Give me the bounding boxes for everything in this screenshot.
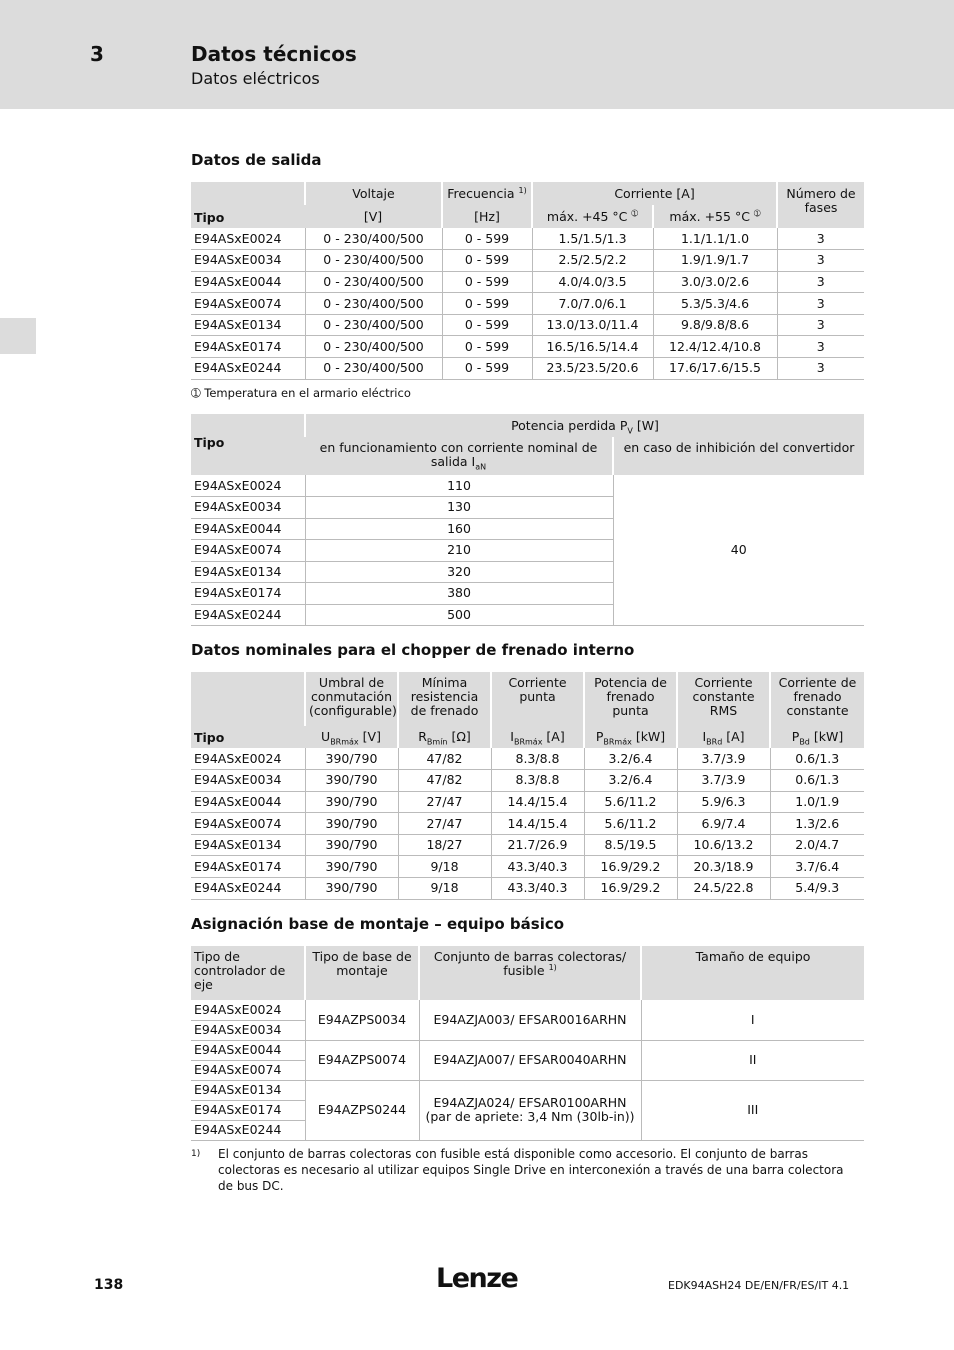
cell-potencia: 160 (305, 518, 613, 540)
cell-tipo: E94ASxE0034 (191, 497, 305, 519)
cell-umbral: 390/790 (305, 813, 398, 835)
base-type: E94AZPS0244 (305, 1080, 419, 1140)
cell-fases: 3 (777, 271, 864, 293)
power-loss-rows (191, 475, 864, 626)
chapter-number: 3 (90, 42, 104, 66)
cell-potencia-punta: 5.6/11.2 (584, 791, 677, 813)
col-barras: Conjunto de barras colectoras/ fusible $^{1)}$ (419, 946, 641, 1000)
table-row (191, 748, 864, 770)
cell-corriente-frenado: 1.3/2.6 (770, 813, 864, 835)
col-frecuencia-unit: [Hz] (442, 205, 532, 228)
device-size: I (641, 1000, 864, 1040)
cell-umbral: 390/790 (305, 834, 398, 856)
col-tipo: Tipo (191, 414, 305, 475)
table-row (191, 250, 864, 272)
axis-type: E94ASxE0034 (191, 1020, 305, 1040)
cell-resistencia: 9/18 (398, 878, 491, 900)
cell-corriente-frenado: 0.6/1.3 (770, 748, 864, 770)
table-row (191, 878, 864, 900)
cell-fases: 3 (777, 358, 864, 380)
cell-potencia-punta: 5.6/11.2 (584, 813, 677, 835)
cell-corriente-punta: 8.3/8.8 (491, 748, 584, 770)
unit-corriente-rms: $I_{BRd}$ [A] (677, 726, 770, 748)
chapter-title: Datos técnicos (191, 42, 357, 66)
cell-corriente-55: 12.4/12.4/10.8 (653, 336, 777, 358)
col-controlador: Tipo de controlador de eje (191, 946, 305, 1000)
output-data-rows (191, 228, 864, 379)
chapter-subtitle: Datos eléctricos (191, 69, 320, 88)
device-size: III (641, 1080, 864, 1140)
cell-voltaje: 0 - 230/400/500 (305, 228, 442, 250)
cell-tipo: E94ASxE0244 (191, 604, 305, 626)
cell-corriente-punta: 14.4/15.4 (491, 813, 584, 835)
cell-corriente-punta: 43.3/40.3 (491, 878, 584, 900)
cell-corriente-55: 1.9/1.9/1.7 (653, 250, 777, 272)
cell-fases: 3 (777, 336, 864, 358)
cell-voltaje: 0 - 230/400/500 (305, 336, 442, 358)
col-corriente: Corriente [A] (532, 182, 777, 205)
cell-umbral: 390/790 (305, 770, 398, 792)
cell-frecuencia: 0 - 599 (442, 250, 532, 272)
axis-type: E94ASxE0044 (191, 1040, 305, 1060)
cell-umbral: 390/790 (305, 856, 398, 878)
mounting-table (191, 946, 864, 1141)
section-title-output: Datos de salida (191, 151, 322, 169)
table-row (191, 314, 864, 336)
cell-corriente-rms: 3.7/3.9 (677, 770, 770, 792)
cell-potencia: 320 (305, 561, 613, 583)
busbar-set: E94AZJA003/ EFSAR0016ARHN (419, 1000, 641, 1040)
cell-frecuencia: 0 - 599 (442, 358, 532, 380)
col-tamano: Tamaño de equipo (641, 946, 864, 1000)
cell-umbral: 390/790 (305, 791, 398, 813)
cell-resistencia: 27/47 (398, 791, 491, 813)
cell-voltaje: 0 - 230/400/500 (305, 358, 442, 380)
table-row (191, 358, 864, 380)
cell-resistencia: 27/47 (398, 813, 491, 835)
cell-resistencia: 47/82 (398, 748, 491, 770)
cell-corriente-45: 23.5/23.5/20.6 (532, 358, 653, 380)
col-funcionamiento: en funcionamiento con corriente nominal de salida $I_{aN}$ (305, 437, 613, 475)
cell-umbral: 390/790 (305, 748, 398, 770)
cell-fases: 3 (777, 228, 864, 250)
cell-corriente-punta: 8.3/8.8 (491, 770, 584, 792)
cell-corriente-45: 7.0/7.0/6.1 (532, 293, 653, 315)
cell-voltaje: 0 - 230/400/500 (305, 271, 442, 293)
cell-potencia-punta: 3.2/6.4 (584, 770, 677, 792)
cell-corriente-punta: 43.3/40.3 (491, 856, 584, 878)
col-tipo: Tipo (191, 182, 305, 228)
col-voltaje-unit: [V] (305, 205, 442, 228)
col-corriente-punta: Corriente punta (491, 672, 584, 726)
table-row (191, 228, 864, 250)
cell-corriente-55: 1.1/1.1/1.0 (653, 228, 777, 250)
cell-tipo: E94ASxE0134 (191, 314, 305, 336)
cell-corriente-55: 17.6/17.6/15.5 (653, 358, 777, 380)
cell-tipo: E94ASxE0174 (191, 583, 305, 605)
cell-corriente-45: 13.0/13.0/11.4 (532, 314, 653, 336)
col-potencia-perdida: Potencia perdida $P_V$ [W] (305, 414, 864, 437)
col-tipo: Tipo (191, 672, 305, 748)
cell-corriente-45: 4.0/4.0/3.5 (532, 271, 653, 293)
cell-corriente-rms: 24.5/22.8 (677, 878, 770, 900)
cell-voltaje: 0 - 230/400/500 (305, 250, 442, 272)
cell-inhibicion: 40 (613, 475, 864, 626)
cell-tipo: E94ASxE0074 (191, 813, 305, 835)
cell-potencia: 500 (305, 604, 613, 626)
cell-tipo: E94ASxE0244 (191, 878, 305, 900)
axis-type: E94ASxE0024 (191, 1000, 305, 1020)
cell-frecuencia: 0 - 599 (442, 271, 532, 293)
cell-corriente-45: 1.5/1.5/1.3 (532, 228, 653, 250)
cell-corriente-frenado: 5.4/9.3 (770, 878, 864, 900)
busbar-set: E94AZJA007/ EFSAR0040ARHN (419, 1040, 641, 1080)
unit-corriente-punta: $I_{BRmáx}$ [A] (491, 726, 584, 748)
table-row (191, 271, 864, 293)
cell-frecuencia: 0 - 599 (442, 336, 532, 358)
cell-resistencia: 9/18 (398, 856, 491, 878)
busbar-set: E94AZJA024/ EFSAR0100ARHN (par de apriete: 3,4 Nm (30lb-in)) (419, 1080, 641, 1140)
col-base: Tipo de base de montaje (305, 946, 419, 1000)
col-potencia-punta: Potencia de frenado punta (584, 672, 677, 726)
cell-potencia: 110 (305, 475, 613, 497)
col-corriente-rms: Corriente constante RMS (677, 672, 770, 726)
cell-potencia: 210 (305, 540, 613, 562)
cell-corriente-55: 3.0/3.0/2.6 (653, 271, 777, 293)
table-row (191, 336, 864, 358)
brake-chopper-table (191, 672, 864, 900)
brake-chopper-rows (191, 748, 864, 899)
cell-corriente-rms: 20.3/18.9 (677, 856, 770, 878)
cell-frecuencia: 0 - 599 (442, 314, 532, 336)
cell-tipo: E94ASxE0034 (191, 250, 305, 272)
col-fases: Número de fases (777, 182, 864, 228)
device-size: II (641, 1040, 864, 1080)
page-header (0, 0, 954, 109)
lenze-logo: Lenze (436, 1263, 518, 1294)
cell-tipo: E94ASxE0044 (191, 791, 305, 813)
cell-potencia-punta: 8.5/19.5 (584, 834, 677, 856)
cell-corriente-frenado: 3.7/6.4 (770, 856, 864, 878)
cell-tipo: E94ASxE0174 (191, 856, 305, 878)
table-row (191, 856, 864, 878)
table-row (191, 791, 864, 813)
table-row (191, 813, 864, 835)
base-type: E94AZPS0034 (305, 1000, 419, 1040)
chapter-side-tab (0, 318, 36, 354)
cell-fases: 3 (777, 293, 864, 315)
cell-corriente-frenado: 2.0/4.7 (770, 834, 864, 856)
cell-tipo: E94ASxE0134 (191, 561, 305, 583)
col-inhibicion: en caso de inhibición del convertidor (613, 437, 864, 475)
cell-potencia: 130 (305, 497, 613, 519)
cell-potencia: 380 (305, 583, 613, 605)
col-corriente-frenado: Corriente de frenado constante (770, 672, 864, 726)
axis-type: E94ASxE0134 (191, 1080, 305, 1100)
cell-potencia-punta: 16.9/29.2 (584, 878, 677, 900)
cell-fases: 3 (777, 314, 864, 336)
unit-umbral: $U_{BRmáx}$ [V] (305, 726, 398, 748)
page-number: 138 (94, 1277, 124, 1293)
col-umbral: Umbral de conmutación (configurable) (305, 672, 398, 726)
cell-corriente-rms: 5.9/6.3 (677, 791, 770, 813)
cell-corriente-punta: 21.7/26.9 (491, 834, 584, 856)
cell-potencia-punta: 3.2/6.4 (584, 748, 677, 770)
cell-tipo: E94ASxE0024 (191, 748, 305, 770)
axis-type: E94ASxE0244 (191, 1120, 305, 1140)
cell-corriente-punta: 14.4/15.4 (491, 791, 584, 813)
col-frecuencia: Frecuencia $^{1)}$ (442, 182, 532, 205)
cell-tipo: E94ASxE0174 (191, 336, 305, 358)
axis-type: E94ASxE0174 (191, 1100, 305, 1120)
mounting-rows (191, 1000, 864, 1140)
unit-corriente-frenado: $P_{Bd}$ [kW] (770, 726, 864, 748)
cell-voltaje: 0 - 230/400/500 (305, 293, 442, 315)
table-row (191, 475, 864, 497)
col-corriente-55: máx. +55 °C $^➀$ (653, 205, 777, 228)
cell-resistencia: 18/27 (398, 834, 491, 856)
cell-potencia-punta: 16.9/29.2 (584, 856, 677, 878)
cell-corriente-rms: 3.7/3.9 (677, 748, 770, 770)
output-data-table (191, 182, 864, 380)
cell-corriente-55: 9.8/9.8/8.6 (653, 314, 777, 336)
cell-tipo: E94ASxE0024 (191, 475, 305, 497)
cell-resistencia: 47/82 (398, 770, 491, 792)
cell-corriente-45: 16.5/16.5/14.4 (532, 336, 653, 358)
cell-tipo: E94ASxE0044 (191, 518, 305, 540)
axis-type: E94ASxE0074 (191, 1060, 305, 1080)
cell-tipo: E94ASxE0024 (191, 228, 305, 250)
unit-potencia-punta: $P_{BRmáx}$ [kW] (584, 726, 677, 748)
section-title-brake: Datos nominales para el chopper de frenado interno (191, 641, 635, 659)
cell-tipo: E94ASxE0134 (191, 834, 305, 856)
cell-tipo: E94ASxE0044 (191, 271, 305, 293)
cell-fases: 3 (777, 250, 864, 272)
table-note: ➀ Temperatura en el armario eléctrico (191, 386, 411, 400)
base-type: E94AZPS0074 (305, 1040, 419, 1080)
table-row (191, 834, 864, 856)
col-voltaje: Voltaje (305, 182, 442, 205)
cell-corriente-45: 2.5/2.5/2.2 (532, 250, 653, 272)
document-code: EDK94ASH24 DE/EN/FR/ES/IT 4.1 (668, 1279, 850, 1292)
section-title-mounting: Asignación base de montaje – equipo básico (191, 915, 565, 933)
cell-corriente-rms: 6.9/7.4 (677, 813, 770, 835)
col-resistencia: Mínima resistencia de frenado (398, 672, 491, 726)
footnote-mark: 1) (191, 1149, 201, 1159)
unit-resistencia: $R_{Bmín}$ [Ω] (398, 726, 491, 748)
cell-voltaje: 0 - 230/400/500 (305, 314, 442, 336)
power-loss-table (191, 414, 864, 626)
cell-tipo: E94ASxE0034 (191, 770, 305, 792)
cell-umbral: 390/790 (305, 878, 398, 900)
col-corriente-45: máx. +45 °C $^➀$ (532, 205, 653, 228)
cell-corriente-frenado: 1.0/1.9 (770, 791, 864, 813)
cell-frecuencia: 0 - 599 (442, 293, 532, 315)
table-row (191, 770, 864, 792)
footnote-text: El conjunto de barras colectoras con fusible está disponible como accesorio. El conjunto de barras colectoras es necesario al utilizar equipos Single Drive en interconexión a través de una barra colectora de bus DC. (218, 1147, 844, 1193)
cell-frecuencia: 0 - 599 (442, 228, 532, 250)
cell-corriente-frenado: 0.6/1.3 (770, 770, 864, 792)
cell-corriente-rms: 10.6/13.2 (677, 834, 770, 856)
table-row (191, 293, 864, 315)
cell-tipo: E94ASxE0074 (191, 293, 305, 315)
cell-tipo: E94ASxE0074 (191, 540, 305, 562)
cell-tipo: E94ASxE0244 (191, 358, 305, 380)
cell-corriente-55: 5.3/5.3/4.6 (653, 293, 777, 315)
